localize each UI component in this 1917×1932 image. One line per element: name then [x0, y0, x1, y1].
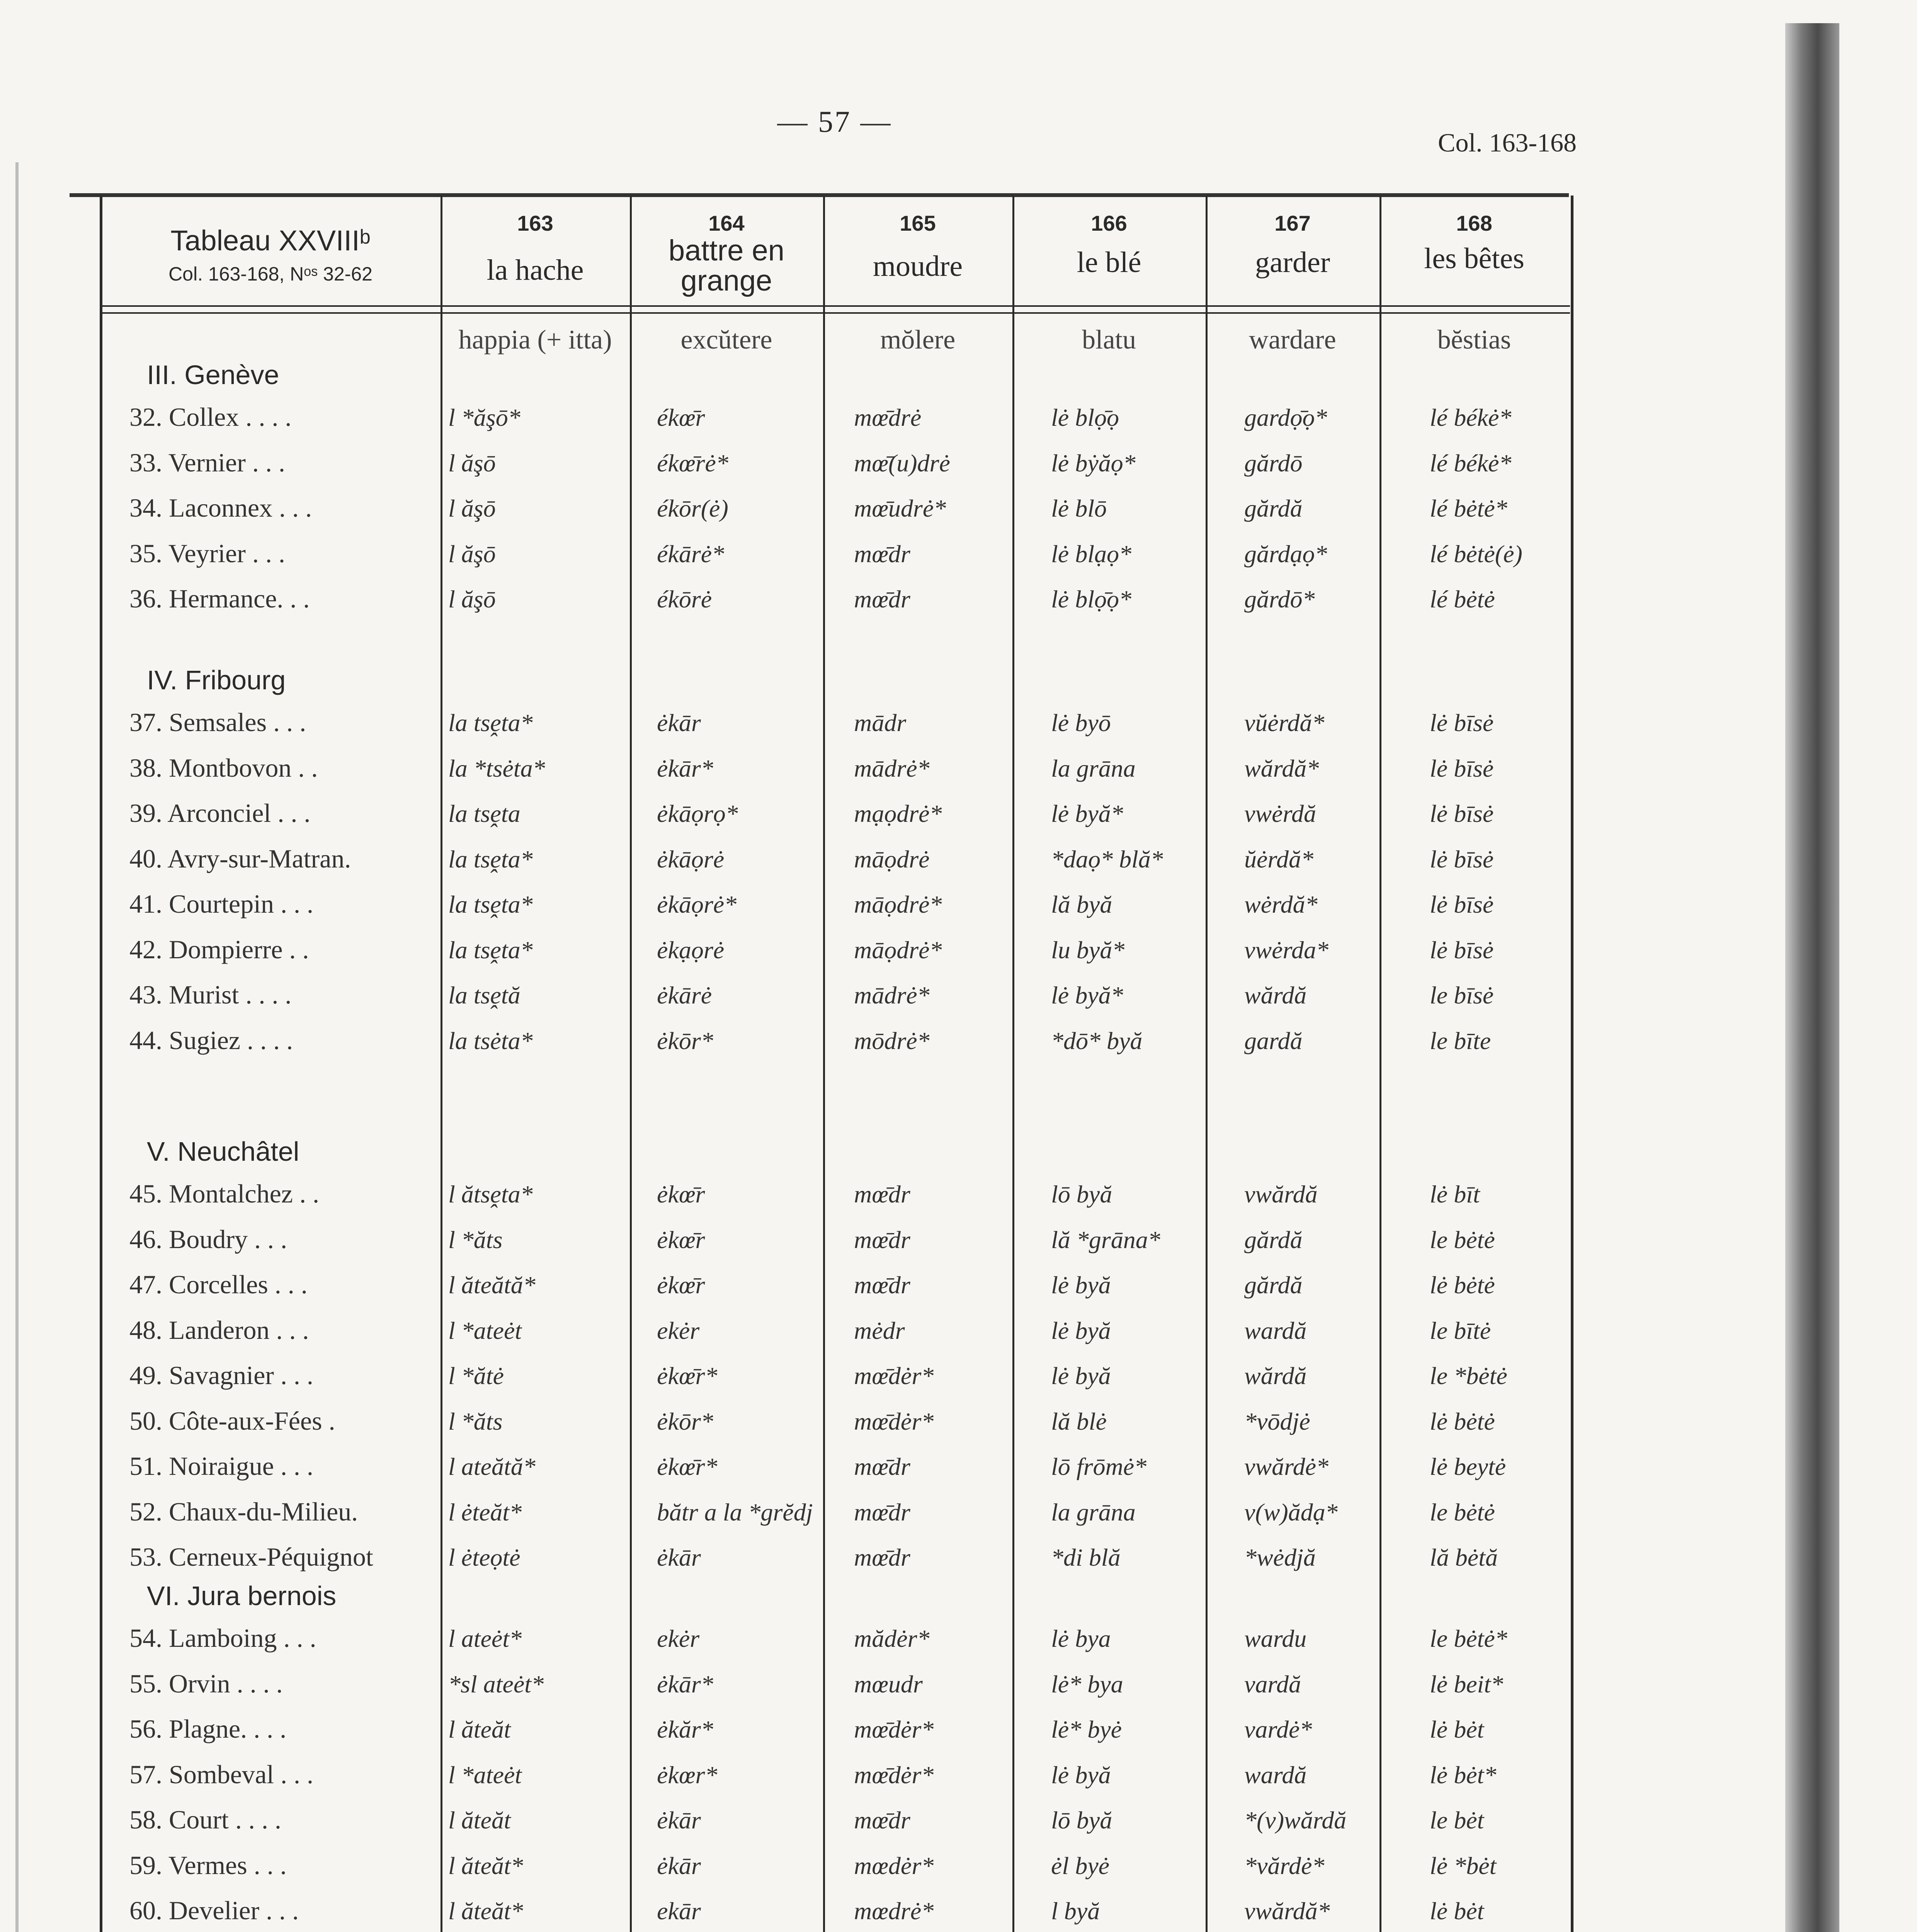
- locality-label: 40. Avry-sur-Matran.: [129, 844, 351, 873]
- dialect-form: le bėt: [1430, 1806, 1484, 1834]
- table-subtitle: Col. 163-168, Nᵒˢ 32-62: [168, 263, 373, 285]
- locality-label: 43. Murist . . . .: [129, 980, 292, 1009]
- dialect-form: *wėdjă: [1244, 1544, 1316, 1571]
- dialect-form: lė bīsė: [1430, 936, 1494, 964]
- dialect-form: vwărdă: [1244, 1180, 1318, 1208]
- column-divider: [823, 196, 825, 1932]
- dialect-form: vwėrdă: [1244, 800, 1317, 827]
- dialect-form: ėkōr*: [657, 1407, 713, 1435]
- dialect-form: ėl byė: [1051, 1852, 1109, 1879]
- dialect-form: ėkārė: [657, 981, 712, 1009]
- column-number: 165: [900, 211, 936, 235]
- dialect-form: l *ăşō*: [448, 404, 520, 431]
- dialect-form: mœdrė*: [854, 1897, 934, 1925]
- locality-label: 51. Noiraigue . . .: [129, 1451, 313, 1481]
- dialect-form: lė byō: [1051, 709, 1111, 736]
- column-reference: Col. 163-168: [1438, 128, 1577, 157]
- locality-label: 58. Court . . . .: [129, 1805, 281, 1834]
- dialect-form: wardă: [1244, 1761, 1307, 1789]
- locality-label: 55. Orvin . . . .: [129, 1668, 283, 1698]
- dialect-form: mœ̄dr: [854, 1806, 910, 1834]
- dialect-form: l ăşō: [448, 585, 496, 613]
- column-gloss: battre en grange: [668, 234, 784, 297]
- dialect-form: ėkăr*: [657, 1716, 713, 1743]
- dialect-form: l byă: [1051, 1897, 1100, 1925]
- dialect-form: lė bīsė: [1430, 800, 1494, 827]
- dialect-form: mādrė*: [854, 981, 930, 1009]
- dialect-form: mœ̄dėr*: [854, 1362, 934, 1389]
- dialect-form: mœ̄(u)drė: [854, 449, 950, 477]
- dialect-form: l *ăts: [448, 1407, 503, 1435]
- dialect-form: l ăteăt: [448, 1716, 511, 1743]
- scan-margin-bar: [1785, 23, 1839, 1932]
- dialect-form: l ėteăt*: [448, 1498, 522, 1526]
- locality-label: 54. Lamboing . . .: [129, 1623, 316, 1653]
- dialect-form: le bėtė: [1430, 1226, 1495, 1253]
- locality-label: 42. Dompierre . .: [129, 934, 309, 964]
- dialect-form: ékœ̄rė*: [657, 449, 728, 477]
- dialect-form: mādr: [854, 709, 907, 736]
- dialect-form: ėkœr*: [657, 1761, 718, 1789]
- dialect-form: lō frōmė*: [1051, 1453, 1147, 1480]
- dialect-form: lė bẏăọ*: [1051, 449, 1136, 477]
- dialect-form: ėkār*: [657, 754, 713, 782]
- dialect-form: la tsḙta: [448, 800, 520, 827]
- dialect-form: lė bėt: [1430, 1716, 1484, 1743]
- dialect-form: le bītė: [1430, 1316, 1491, 1344]
- locality-label: 37. Semsales . . .: [129, 707, 306, 737]
- locality-label: 38. Montbovon . .: [129, 753, 318, 782]
- dialect-form: lė* byė: [1051, 1716, 1122, 1743]
- dialect-form: lė bya: [1051, 1625, 1111, 1652]
- dialect-form: lė bīsė: [1430, 754, 1494, 782]
- dialect-form: *vōdjė: [1244, 1407, 1310, 1435]
- dialect-form: mœ̄dr: [854, 1180, 910, 1208]
- dialect-form: vardė*: [1244, 1716, 1312, 1743]
- dialect-form: lé bėtė: [1430, 585, 1495, 613]
- dialect-form: ėkạọrė: [657, 936, 725, 964]
- dialect-form: lō byă: [1051, 1180, 1112, 1208]
- dialect-form: mœ̄dėr*: [854, 1407, 934, 1435]
- dialect-form: lė* bya: [1051, 1670, 1123, 1698]
- dialect-form: le bīte: [1430, 1027, 1491, 1054]
- column-etymon: mŏlere: [880, 325, 956, 355]
- dialect-form: lė byă*: [1051, 800, 1123, 827]
- dialect-form: gărdă: [1244, 1271, 1303, 1299]
- dialect-form: l ateėt*: [448, 1625, 522, 1652]
- locality-label: 41. Courtepin . . .: [129, 889, 313, 918]
- dialect-form: ėkāọrė: [657, 845, 725, 873]
- column-etymon: blatu: [1082, 325, 1136, 355]
- locality-label: 57. Sombeval . . .: [129, 1759, 313, 1789]
- dialect-form: ŭėrdă*: [1244, 845, 1313, 873]
- dialect-form: wărdă*: [1244, 754, 1319, 782]
- dialect-form: mōdrė*: [854, 1027, 930, 1054]
- dialect-form: vŭėrdă*: [1244, 709, 1325, 736]
- dialect-form: ékōrė: [657, 585, 712, 613]
- section-heading: III. Genève: [147, 360, 279, 390]
- dialect-form: *di blă: [1051, 1544, 1121, 1571]
- column-number: 168: [1456, 211, 1492, 235]
- dialect-form: wėrdă*: [1244, 891, 1318, 918]
- dialect-form: lė byă*: [1051, 981, 1123, 1009]
- locality-label: 60. Develier . . .: [129, 1896, 299, 1925]
- dialect-form: lė byă: [1051, 1316, 1111, 1344]
- dialect-form: vwărdė*: [1244, 1453, 1329, 1480]
- dialect-form: gărdō*: [1244, 585, 1315, 613]
- dialect-form: l ateătă*: [448, 1453, 536, 1480]
- dialect-form: māọdrė*: [854, 891, 942, 918]
- column-number: 166: [1091, 211, 1127, 235]
- dialect-form: lė bīt: [1430, 1180, 1480, 1208]
- dialect-form: bătr a la *grĕdj: [657, 1498, 813, 1526]
- dialect-form: ėkōr*: [657, 1027, 713, 1054]
- column-divider: [1012, 196, 1014, 1932]
- dialect-form: lė bīsė: [1430, 891, 1494, 918]
- dialect-form: gărdạọ*: [1244, 540, 1327, 568]
- dialect-form: lė bėt*: [1430, 1761, 1497, 1789]
- dialect-form: la grāna: [1051, 754, 1136, 782]
- dialect-form: ėkāọrė*: [657, 891, 737, 918]
- section-heading: IV. Fribourg: [147, 665, 286, 695]
- table-title: Tableau XXVIIIᵇ: [170, 224, 371, 257]
- table-frame: [100, 196, 1573, 1932]
- dialect-form: l *ateėt: [448, 1761, 522, 1789]
- header-rule: [100, 305, 1570, 307]
- dialect-form: māọdrė*: [854, 936, 942, 964]
- column-gloss: les bêtes: [1424, 242, 1524, 275]
- dialect-form: vwărdă*: [1244, 1897, 1330, 1925]
- dialect-form: *(v)wărdă: [1244, 1806, 1347, 1834]
- dialect-form: mādrė*: [854, 754, 930, 782]
- locality-label: 47. Corcelles . . .: [129, 1270, 308, 1299]
- dialect-form: mạọdrė*: [854, 800, 942, 827]
- section-heading: VI. Jura bernois: [147, 1581, 337, 1611]
- dialect-form: mœ̄dr: [854, 1544, 910, 1571]
- dialect-form: ėkār: [657, 1544, 701, 1571]
- dialect-form: wărdă: [1244, 981, 1307, 1009]
- dialect-form: lė byă: [1051, 1761, 1111, 1789]
- column-number: 167: [1274, 211, 1311, 235]
- dialect-form: māọdrė: [854, 845, 930, 873]
- locality-label: 59. Vermes . . .: [129, 1850, 287, 1880]
- locality-label: 45. Montalchez . .: [129, 1179, 319, 1208]
- dialect-form: *vărdė*: [1244, 1852, 1325, 1879]
- dialect-form: lé bėtė(ė): [1430, 540, 1522, 568]
- dialect-form: v(w)ădạ*: [1244, 1498, 1338, 1526]
- locality-label: 49. Savagnier . . .: [129, 1361, 313, 1390]
- column-number: 164: [708, 211, 745, 235]
- column-divider: [441, 196, 442, 1932]
- locality-label: 39. Arconciel . . .: [129, 798, 311, 828]
- dialect-form: mœdėr*: [854, 1852, 934, 1879]
- column-gloss: la hache: [486, 254, 584, 286]
- locality-label: 52. Chaux-du-Milieu.: [129, 1497, 358, 1526]
- dialect-form: lė beit*: [1430, 1670, 1504, 1698]
- dialect-form: mœ̄drė: [854, 404, 922, 431]
- dialect-form: lă bėtă: [1430, 1544, 1498, 1571]
- dialect-form: lė beytė: [1430, 1453, 1506, 1480]
- dialect-form: lė bīsė: [1430, 845, 1494, 873]
- column-gloss: moudre: [873, 250, 963, 282]
- dialect-form: mœ̄dr: [854, 1498, 910, 1526]
- dialect-form: lė byă: [1051, 1271, 1111, 1299]
- locality-label: 35. Veyrier . . .: [129, 538, 285, 568]
- dialect-form: ėkāọrọ*: [657, 800, 738, 827]
- dialect-form: mœudr: [854, 1670, 923, 1698]
- dialect-form: ėkœ̄r*: [657, 1453, 718, 1480]
- dialect-form: la tsḙta*: [448, 709, 533, 736]
- dialect-form: l *ăts: [448, 1226, 503, 1253]
- dialect-form: lė blō: [1051, 495, 1107, 522]
- dialect-form: ekėr: [657, 1316, 700, 1344]
- dialect-form: mœ̄dr: [854, 1271, 910, 1299]
- dialect-form: l ăşō: [448, 540, 496, 568]
- locality-label: 56. Plagne. . . .: [129, 1714, 287, 1743]
- dialect-form: la tsėta*: [448, 1027, 533, 1054]
- dialect-form: ėkœ̄r: [657, 1226, 705, 1253]
- dialect-form: wardu: [1244, 1625, 1307, 1652]
- dialect-form: ekėr: [657, 1625, 700, 1652]
- dialect-form: l ăteătă*: [448, 1271, 536, 1299]
- dialect-form: mœ̄udrė*: [854, 495, 946, 522]
- dialect-form: vardă: [1244, 1670, 1301, 1698]
- locality-label: 34. Laconnex . . .: [129, 493, 312, 522]
- dialect-form: l ėteọtė: [448, 1544, 520, 1571]
- dialect-form: ėkār: [657, 1852, 701, 1879]
- locality-label: 50. Côte-aux-Fées .: [129, 1406, 335, 1435]
- dialect-form: wardă: [1244, 1316, 1307, 1344]
- section-heading: V. Neuchâtel: [147, 1136, 299, 1167]
- dialect-form: la tsḙtă: [448, 981, 520, 1009]
- dialect-form: gardă: [1244, 1027, 1303, 1054]
- dialect-form: la tsḙta*: [448, 845, 533, 873]
- column-divider: [1379, 196, 1381, 1932]
- dialect-form: la *tsėta*: [448, 754, 545, 782]
- locality-label: 46. Boudry . . .: [129, 1224, 287, 1254]
- dialect-form: ékōr(ė): [657, 495, 728, 522]
- dialect-form: lé bėtė*: [1430, 495, 1507, 522]
- dialect-form: la tsḙta*: [448, 936, 533, 964]
- dialect-form: l ăşō: [448, 449, 496, 477]
- locality-label: 53. Cerneux-Péquignot: [129, 1542, 373, 1571]
- dialect-form: lu byă*: [1051, 936, 1125, 964]
- column-etymon: excŭtere: [680, 325, 772, 355]
- dialect-form: mădėr*: [854, 1625, 930, 1652]
- dialect-form: gărdă: [1244, 1226, 1303, 1253]
- dialect-form: l ăteăt: [448, 1806, 511, 1834]
- locality-label: 44. Sugiez . . . .: [129, 1025, 293, 1055]
- column-number: 163: [517, 211, 553, 235]
- dialect-form: mėdr: [854, 1316, 905, 1344]
- dialect-form: ėkœ̄r*: [657, 1362, 718, 1389]
- dialect-form: lé békė*: [1430, 449, 1512, 477]
- locality-label: 36. Hermance. . .: [129, 584, 310, 613]
- dialect-form: *daọ* blă*: [1051, 845, 1163, 873]
- dialect-form: mœ̄dėr*: [854, 1761, 934, 1789]
- dialect-form: l ăşō: [448, 495, 496, 522]
- dialect-form: lė bėt: [1430, 1897, 1484, 1925]
- dialect-form: lă byă: [1051, 891, 1112, 918]
- column-divider: [1206, 196, 1208, 1932]
- column-gloss: le blé: [1077, 246, 1141, 279]
- column-etymon: bĕstias: [1437, 325, 1511, 355]
- dialect-form: l *ateėt: [448, 1316, 522, 1344]
- column-etymon: happia (+ itta): [458, 325, 612, 355]
- dialect-form: gardọ̄ọ*: [1244, 404, 1327, 431]
- dialect-form: mœ̄dėr*: [854, 1716, 934, 1743]
- dialect-form: ékœ̄r: [657, 404, 705, 431]
- dialect-form: lė bėtė: [1430, 1271, 1495, 1299]
- dialect-form: gărdō: [1244, 449, 1303, 477]
- dialect-form: lă *grāna*: [1051, 1226, 1160, 1253]
- locality-label: 48. Landeron . . .: [129, 1315, 309, 1345]
- dialect-form: le bėtė*: [1430, 1625, 1507, 1652]
- dialect-form: ėkār: [657, 1806, 701, 1834]
- dialect-form: wărdă: [1244, 1362, 1307, 1389]
- dialect-form: gărdă: [1244, 495, 1303, 522]
- dialect-form: lė blọ̄ọ*: [1051, 585, 1131, 613]
- dialect-form: le bėtė: [1430, 1498, 1495, 1526]
- dialect-form: l ătsḙta*: [448, 1180, 533, 1208]
- dialect-form: ėkœ̄r: [657, 1271, 705, 1299]
- dialect-form: lė blạọ*: [1051, 540, 1131, 568]
- dialect-form: lă blė: [1051, 1407, 1107, 1435]
- page-edge-shadow: [15, 162, 19, 1932]
- dialect-form: ékārė*: [657, 540, 725, 568]
- dialect-form: la grāna: [1051, 1498, 1136, 1526]
- dialect-form: la tsḙta*: [448, 891, 533, 918]
- dialect-form: lė *bėt: [1430, 1852, 1497, 1879]
- page-number: — 57 —: [777, 105, 892, 138]
- dialect-form: mœ̄dr: [854, 1453, 910, 1480]
- dialect-form: mœ̄dr: [854, 1226, 910, 1253]
- dialect-form: l ăteăt*: [448, 1897, 523, 1925]
- dialect-form: *dō* byă: [1051, 1027, 1143, 1054]
- column-gloss: garder: [1255, 246, 1330, 279]
- dialect-form: mœ̄dr: [854, 540, 910, 568]
- dialect-form: le bīsė: [1430, 981, 1494, 1009]
- dialect-form: ėkār: [657, 709, 701, 736]
- dialect-form: le *bėtė: [1430, 1362, 1507, 1389]
- dialect-form: vwėrda*: [1244, 936, 1329, 964]
- dialect-form: ekār: [657, 1897, 701, 1925]
- dialect-form: lė byă: [1051, 1362, 1111, 1389]
- dialect-form: lō byă: [1051, 1806, 1112, 1834]
- dialect-form: l *ătė: [448, 1362, 504, 1389]
- dialect-form: lė blọ̄ọ: [1051, 404, 1119, 431]
- dialect-form: l ăteăt*: [448, 1852, 523, 1879]
- dialect-form: lė bīsė: [1430, 709, 1494, 736]
- column-divider: [630, 196, 632, 1932]
- dialect-form: ėkœ̄r: [657, 1180, 705, 1208]
- locality-label: 32. Collex . . . .: [129, 402, 292, 432]
- header-rule: [100, 312, 1570, 314]
- column-etymon: wardare: [1249, 325, 1336, 355]
- dialect-form: lė bėtė: [1430, 1407, 1495, 1435]
- locality-label: 33. Vernier . . .: [129, 447, 285, 477]
- dialect-form: *sl ateėt*: [448, 1670, 544, 1698]
- dialect-form: ėkār*: [657, 1670, 713, 1698]
- dialect-form: mœ̄dr: [854, 585, 910, 613]
- dialect-form: lé békė*: [1430, 404, 1512, 431]
